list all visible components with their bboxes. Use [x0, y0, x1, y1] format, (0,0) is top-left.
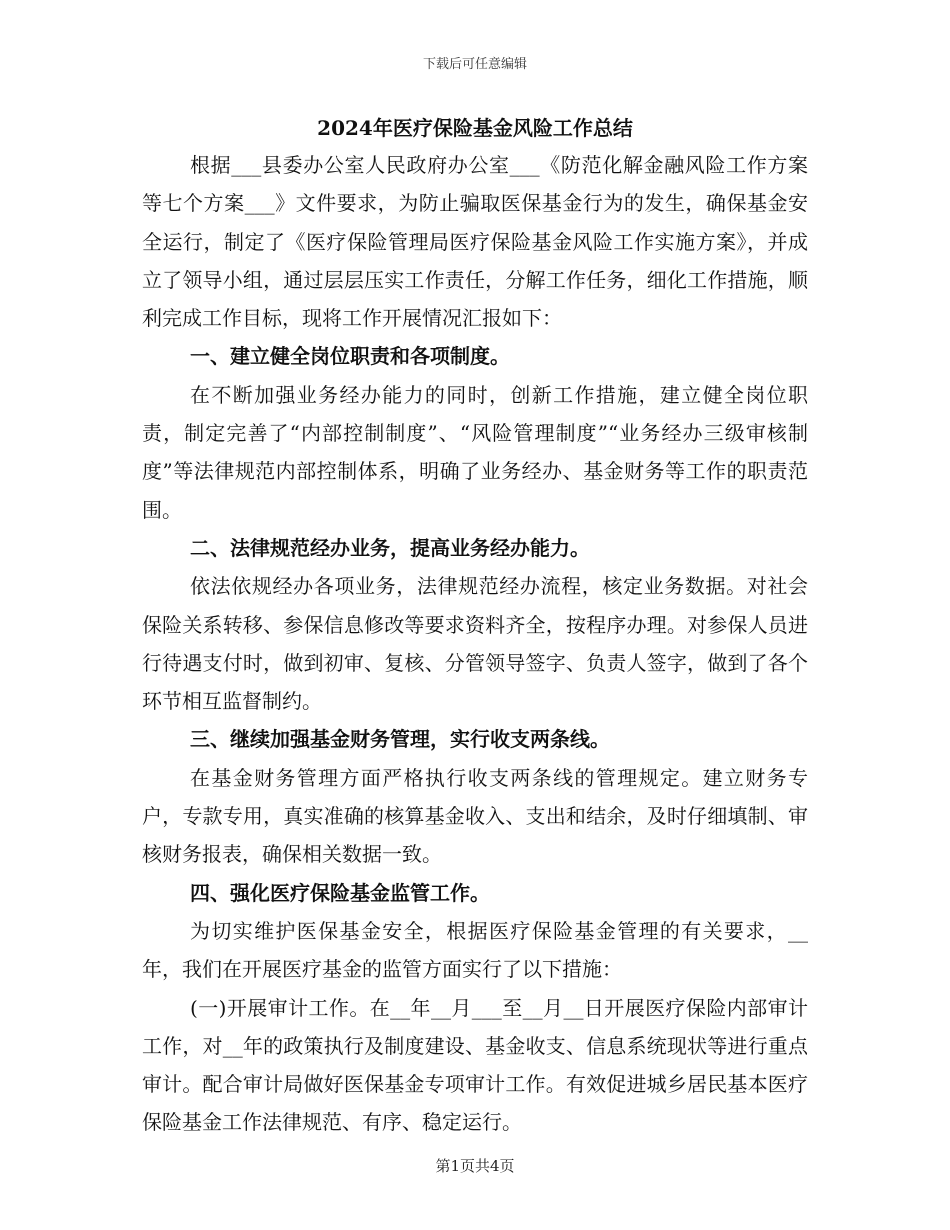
section-heading-1: 一、建立健全岗位职责和各项制度。 — [190, 344, 510, 369]
intro-paragraph: 根据___县委办公室人民政府办公室___《防范化解金融风险工作方案等七个方案___》文件要求，为防止骗取医保基金行为的发生，确保基金安全运行，制定了《医疗保险管理局医疗保险基金风险工作实施方案》，并成立了领导小组，通过层层压实工作责任，分解工作任务，细化工作措施，顺利完成工作目标，现将工作开展情况汇报如下： — [142, 153, 808, 331]
section-paragraph-3: 在基金财务管理方面严格执行收支两条线的管理规定。建立财务专户，专款专用，真实准确的核算基金收入、支出和结余，及时仔细填制、审核财务报表，确保相关数据一致。 — [142, 765, 808, 867]
subsection-paragraph-1: (一)开展审计工作。在__年__月___至__月__日开展医疗保险内部审计工作，对__年的政策执行及制度建设、基金收支、信息系统现状等进行重点审计。配合审计局做好医保基金专项审计工作。有效促进城乡居民基本医疗保险基金工作法律规范、有序、稳定运行。 — [142, 995, 808, 1135]
section-paragraph-2: 依法依规经办各项业务，法律规范经办流程，核定业务数据。对社会保险关系转移、参保信息修改等要求资料齐全，按程序办理。对参保人员进行待遇支付时，做到初审、复核、分管领导签字、负责人签字，做到了各个环节相互监督制约。 — [142, 574, 808, 714]
section-heading-2: 二、法律规范经办业务，提高业务经办能力。 — [190, 535, 590, 560]
section-heading-4: 四、强化医疗保险基金监管工作。 — [190, 880, 490, 905]
section-paragraph-1: 在不断加强业务经办能力的同时，创新工作措施，建立健全岗位职责，制定完善了“内部控制制度”、“风险管理制度”“业务经办三级审核制度”等法律规范内部控制体系，明确了业务经办、基金财务等工作的职责范围。 — [142, 382, 808, 522]
document-body — [142, 112, 808, 1142]
document-title: 2024年医疗保险基金风险工作总结 — [317, 116, 633, 140]
page-number: 第1页共4页 — [435, 1157, 515, 1175]
section-heading-3: 三、继续加强基金财务管理，实行收支两条线。 — [190, 727, 610, 752]
section-paragraph-4: 为切实维护医保基金安全，根据医疗保险基金管理的有关要求，__年，我们在开展医疗基金的监管方面实行了以下措施： — [142, 918, 808, 982]
page-header-note: 下载后可任意编辑 — [422, 57, 527, 72]
